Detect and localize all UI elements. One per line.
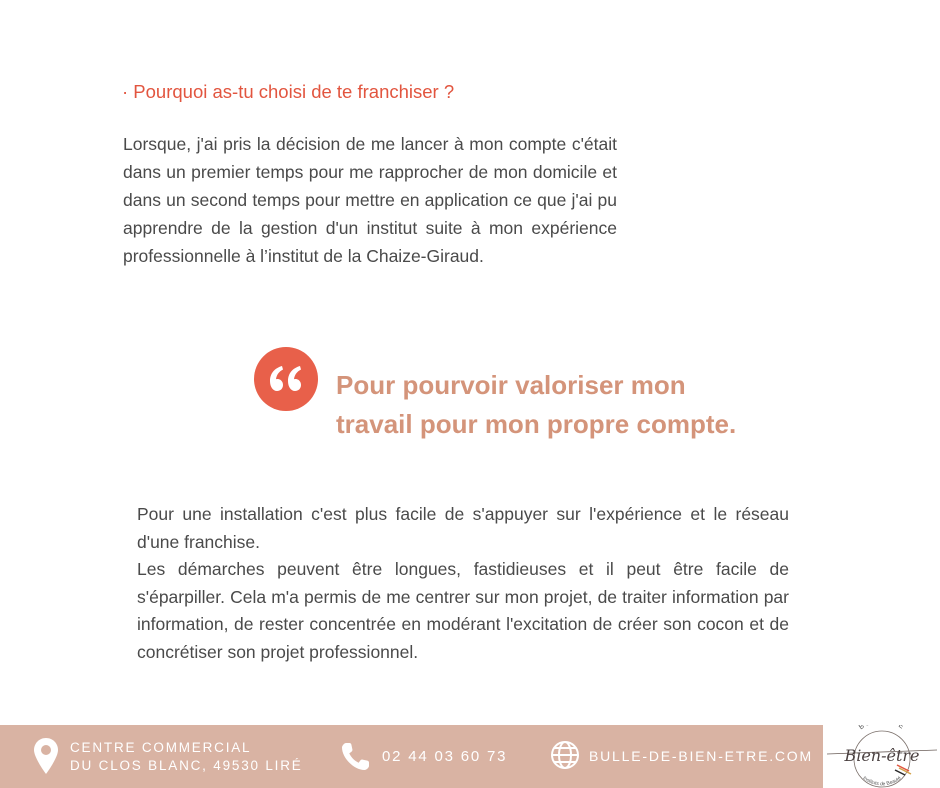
address-line-2: DU CLOS BLANC, 49530 LIRÉ — [70, 758, 303, 773]
address-line-1: CENTRE COMMERCIAL — [70, 740, 252, 755]
svg-text:Instituts de Beauté — [862, 775, 903, 787]
phone-icon — [339, 741, 371, 773]
phone-number[interactable]: 02 44 03 60 73 — [382, 748, 508, 765]
answer-paragraph-2 — [137, 501, 789, 667]
paragraph-2-sentence-1: Pour une installation c'est plus facile de s'appuyer sur l'expérience et le réseau d'une franchise. — [137, 504, 789, 552]
question-heading: · Pourquoi as-tu choisi de te franchiser ? — [122, 81, 455, 102]
quote-icon — [268, 364, 304, 394]
pull-quote-line-2: travail pour mon propre compte. — [336, 409, 737, 439]
paragraph-2-sentence-2: Les démarches peuvent être longues, fastidieuses et il peut être facile de s'éparpiller. Cela m'a permis de me centrer sur mon projet, de traiter information par information, de rester concentrée en modérant l'excitation de créer son cocon et de concrétiser son projet professionnel. — [137, 559, 789, 662]
logo-bottom-text: Instituts de Beauté — [861, 775, 903, 788]
address — [70, 739, 303, 775]
bulle-de-bien-etre-logo — [823, 725, 940, 788]
logo-main-text: Bien-être — [844, 746, 920, 765]
svg-text:BULLE DE — [858, 725, 906, 731]
answer-paragraph-1: Lorsque, j'ai pris la décision de me lancer à mon compte c'était dans un premier temps pour me rapprocher de mon domicile et dans un second temps pour mettre en application ce que j'ai pu apprendre de la gestion d'un institut suite à mon expérience professionnelle à l’institut de la Chaize-Giraud. — [123, 134, 617, 266]
pull-quote — [336, 366, 806, 444]
website-link[interactable]: BULLE-DE-BIEN-ETRE.COM — [589, 748, 813, 764]
brand-logo — [823, 725, 940, 788]
pull-quote-line-1: Pour pourvoir valoriser mon — [336, 370, 686, 400]
quote-badge — [254, 347, 318, 411]
location-pin-icon — [33, 737, 59, 775]
logo-top-text: B E — [857, 725, 907, 732]
globe-icon — [550, 740, 580, 770]
footer-bar — [0, 725, 823, 788]
